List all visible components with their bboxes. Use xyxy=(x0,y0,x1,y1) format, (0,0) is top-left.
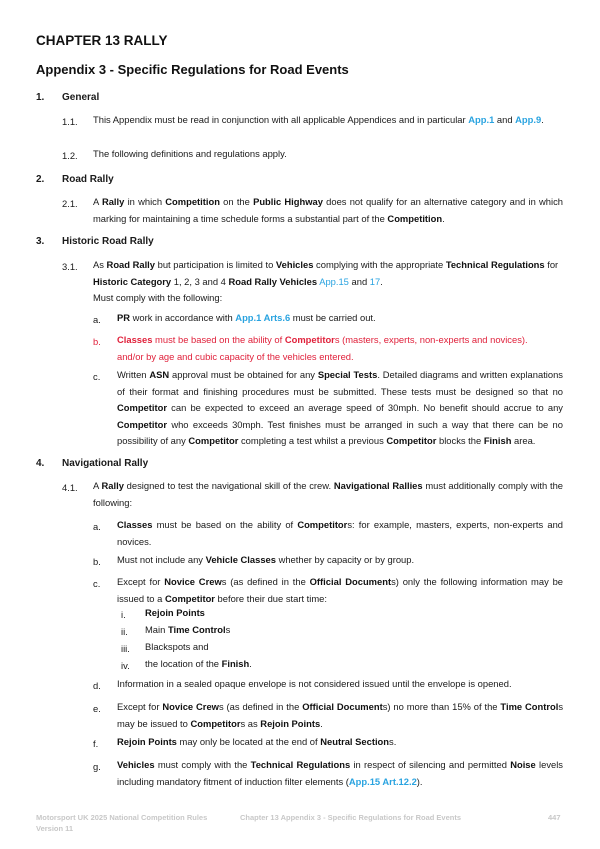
item-number: 1.1. xyxy=(62,116,78,127)
defined-term: Competitor xyxy=(386,435,437,446)
defined-term: Rally xyxy=(101,196,125,207)
paragraph-4-1 xyxy=(93,478,563,511)
sub-item-letter: e. xyxy=(93,703,101,714)
text: As xyxy=(93,259,107,270)
sub-item-letter: c. xyxy=(93,371,101,382)
section-number: 4. xyxy=(36,458,45,469)
text: s (as defined in the xyxy=(221,576,310,587)
text: Except for xyxy=(117,701,163,712)
footer-rules-title: Motorsport UK 2025 National Competition Rules xyxy=(36,813,208,822)
paragraph-3-1-c xyxy=(117,367,563,450)
defined-term: Official Document xyxy=(302,701,383,712)
text: s: for example, masters, experts, non-experts and novices. xyxy=(117,519,564,547)
defined-term: Noise xyxy=(510,759,536,770)
sub-item-letter: g. xyxy=(93,761,101,772)
link-app-1-arts-6[interactable]: App.1 Arts.6 xyxy=(235,312,291,323)
paragraph-4-1-a xyxy=(117,517,563,550)
text: before their due start time: xyxy=(214,592,327,604)
defined-term: Competition xyxy=(387,212,443,224)
text: Written xyxy=(117,369,150,380)
defined-term: Competitor xyxy=(297,519,348,530)
defined-term: Rejoin Points xyxy=(260,717,321,729)
defined-term: ASN xyxy=(149,369,170,380)
defined-term: Technical Regulations xyxy=(445,259,545,270)
defined-term: Technical Regulations xyxy=(250,759,351,770)
text: A xyxy=(93,196,102,207)
text: . xyxy=(320,717,323,729)
link-app-17[interactable]: 17 xyxy=(369,275,381,287)
text: . xyxy=(249,658,252,669)
text: does not qualify for an alternative category and in which marking for maintaining a time schedule forms a substantial part of the xyxy=(93,196,563,224)
text: must be based on the ability of xyxy=(152,519,298,530)
paragraph-4-1-e xyxy=(117,699,563,732)
defined-term: Public Highway xyxy=(253,196,323,207)
text: Except for xyxy=(117,576,165,587)
text: designed to test the navigational skill of the crew. xyxy=(123,480,334,491)
text: and xyxy=(494,114,513,125)
text: the location of the xyxy=(145,658,222,669)
defined-term: Competitor xyxy=(284,334,335,345)
defined-term: Navigational Rallies xyxy=(333,480,423,491)
defined-term: Competitor xyxy=(117,418,167,430)
defined-term: Novice Crew xyxy=(162,701,219,712)
chapter-title: CHAPTER 13 RALLY xyxy=(36,33,168,48)
defined-term: Competitor xyxy=(190,717,241,729)
defined-term: Vehicle Classes xyxy=(205,554,276,565)
link-app-9[interactable]: App.9 xyxy=(515,114,542,125)
text: for xyxy=(544,259,559,270)
footer-version: Version 11 xyxy=(36,824,74,833)
defined-term: Vehicles xyxy=(117,759,155,770)
text: whether by capacity or by group. xyxy=(275,554,415,565)
text: s as xyxy=(240,717,261,729)
sub-item-letter: b. xyxy=(93,556,101,567)
text: This Appendix must be read in conjunction with all applicable Appendices and in particular xyxy=(93,114,469,125)
text: and/or by age and cubic capacity of the vehicles entered. xyxy=(117,350,354,362)
item-number: 2.1. xyxy=(62,198,78,209)
link-app-15-art-12-2[interactable]: App.15 Art.12.2 xyxy=(348,775,417,787)
text: on the xyxy=(219,196,254,207)
defined-term: Competitor xyxy=(188,435,239,446)
roman-item xyxy=(145,656,252,673)
text: s xyxy=(225,624,231,635)
text: may only be located at the end of xyxy=(176,736,321,747)
appendix-title: Appendix 3 - Specific Regulations for Road Events xyxy=(36,62,349,77)
item-number: 1.2. xyxy=(62,150,78,161)
text: work in accordance with xyxy=(130,312,236,323)
defined-term: Classes xyxy=(117,334,153,345)
defined-term: Competitor xyxy=(117,402,167,413)
text: must comply with the xyxy=(154,759,251,770)
defined-term: Time Control xyxy=(167,624,226,635)
text: 1, 2, 3 and 4 xyxy=(171,275,229,287)
roman-item: Blackspots and xyxy=(145,641,209,652)
text: levels including mandatory fitment of induction filter elements ( xyxy=(117,759,563,787)
sub-item-letter: c. xyxy=(93,578,101,589)
defined-term: Road Rally xyxy=(106,259,155,270)
text: who exceeds 30mph. Test finishes must be arranged in such a way that there can be no possibility of any xyxy=(117,418,563,446)
text: . xyxy=(442,212,445,224)
defined-term: Time Control xyxy=(500,701,559,712)
text: Must not include any xyxy=(117,554,206,565)
defined-term: Competitor xyxy=(164,592,215,604)
paragraph-3-1 xyxy=(93,257,563,307)
roman-number: iii. xyxy=(121,643,130,654)
defined-term: Rejoin Points xyxy=(145,607,205,618)
text: in respect of silencing and permitted xyxy=(350,759,511,770)
must-comply-text: Must comply with the following: xyxy=(93,292,223,303)
paragraph-4-1-c xyxy=(117,574,563,607)
text: can be expected to exceed an average speed of 30mph. No benefit should accrue to any xyxy=(167,402,563,413)
section-number: 1. xyxy=(36,92,45,103)
link-app-1[interactable]: App.1 xyxy=(468,114,495,125)
text: must be based on the ability of xyxy=(152,334,285,345)
paragraph-3-1-b-amended xyxy=(117,332,569,365)
text: s may be issued to xyxy=(117,701,564,729)
text: in which xyxy=(124,196,166,207)
defined-term: Novice Crew xyxy=(164,576,222,587)
sub-item-letter: b. xyxy=(93,336,101,347)
defined-term: Road Rally Vehicles xyxy=(228,275,318,287)
link-app-15[interactable]: App.15 xyxy=(319,275,349,287)
defined-term: Finish xyxy=(483,435,512,446)
text: s) only the following information may be issued to a xyxy=(117,576,564,604)
text: s. xyxy=(389,736,397,747)
defined-term: Official Document xyxy=(309,576,392,587)
text: completing a test whilst a previous xyxy=(238,435,387,446)
defined-term: PR xyxy=(117,312,131,323)
section-title-navigational-rally: Navigational Rally xyxy=(62,458,149,469)
paragraph-1-1 xyxy=(93,112,563,129)
sub-item-letter: d. xyxy=(93,680,101,691)
section-title-general: General xyxy=(62,92,100,103)
paragraph-3-1-a xyxy=(117,310,563,327)
text: A xyxy=(93,480,102,491)
roman-number: ii. xyxy=(121,626,128,637)
defined-term: Vehicles xyxy=(275,259,314,270)
defined-term: Neutral Section xyxy=(320,736,389,747)
item-number: 4.1. xyxy=(62,482,78,493)
roman-number: i. xyxy=(121,609,126,620)
footer-page-number: 447 xyxy=(548,813,561,822)
defined-term: Rally xyxy=(101,480,124,491)
defined-term: Competition xyxy=(165,196,220,207)
text: must be carried out. xyxy=(290,312,376,323)
text: . xyxy=(380,275,383,287)
defined-term: Historic Category xyxy=(93,275,172,287)
text: blocks the xyxy=(436,435,484,446)
text: s (masters, experts, non-experts and novices). xyxy=(334,334,528,345)
text: s (as defined in the xyxy=(218,701,303,712)
section-number: 2. xyxy=(36,174,45,185)
section-number: 3. xyxy=(36,236,45,247)
text: must additionally comply with the following: xyxy=(93,480,563,508)
roman-item xyxy=(145,622,230,639)
text: . Detailed diagrams and written explanations of their format and finishing procedures must be submitted. These tests must be designed so that no xyxy=(117,369,563,397)
roman-number: iv. xyxy=(121,660,130,671)
text: but participation is limited to xyxy=(155,259,276,270)
roman-item xyxy=(145,605,205,622)
sub-item-letter: a. xyxy=(93,314,101,325)
defined-term: Special Tests xyxy=(317,369,378,380)
text: complying with the appropriate xyxy=(313,259,446,270)
defined-term: Finish xyxy=(221,658,250,669)
footer-chapter: Chapter 13 Appendix 3 - Specific Regulations for Road Events xyxy=(240,813,462,822)
sub-item-letter: f. xyxy=(93,738,99,749)
paragraph-4-1-b xyxy=(117,552,563,569)
paragraph-2-1 xyxy=(93,194,563,227)
defined-term: Classes xyxy=(117,519,153,530)
paragraph-1-2: The following definitions and regulations apply. xyxy=(93,148,287,159)
section-title-historic-road-rally: Historic Road Rally xyxy=(62,236,154,247)
text: and xyxy=(348,275,370,287)
text: ). xyxy=(416,775,423,787)
sub-item-letter: a. xyxy=(93,521,101,532)
text: Main xyxy=(145,624,168,635)
item-number: 3.1. xyxy=(62,261,78,272)
text: . xyxy=(541,114,544,125)
paragraph-4-1-f xyxy=(117,734,563,751)
text: approval must be obtained for any xyxy=(169,369,318,380)
section-title-road-rally: Road Rally xyxy=(62,174,114,185)
text: s) no more than 15% of the xyxy=(382,701,501,712)
paragraph-4-1-g xyxy=(117,757,563,790)
defined-term: Rejoin Points xyxy=(117,736,177,747)
paragraph-4-1-d: Information in a sealed opaque envelope is not considered issued until the envelope is opened. xyxy=(117,678,512,689)
text: area. xyxy=(511,435,536,446)
